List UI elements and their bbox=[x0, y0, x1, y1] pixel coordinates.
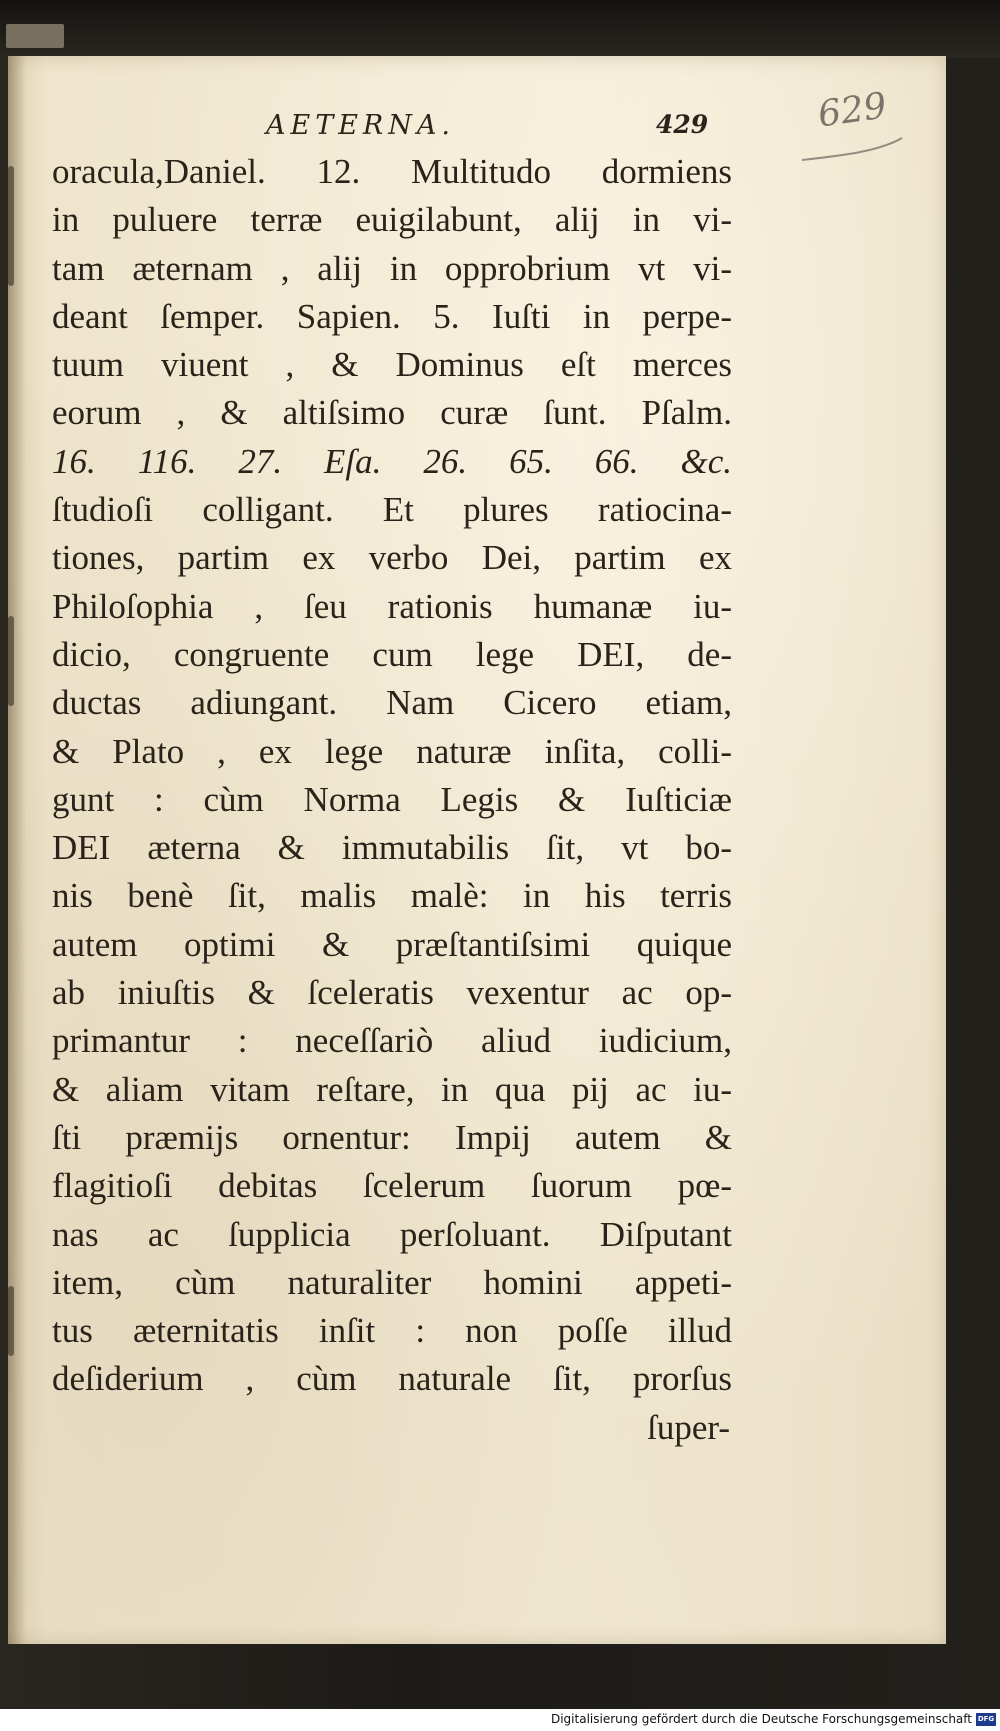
text-line: ab iniuſtis & ſceleratis vexentur ac op- bbox=[52, 973, 732, 1013]
text-line: gunt : cùm Norma Legis & Iuſticiæ bbox=[52, 779, 732, 819]
gutter-shadow bbox=[8, 56, 26, 1644]
text-line: tiones, partim ex verbo Dei, partim ex bbox=[52, 538, 732, 578]
text-line: deant ſemper. Sapien. 5. Iuſti in perpe- bbox=[52, 296, 732, 336]
handwritten-folio-number: 629 bbox=[815, 85, 890, 136]
text-line: ſti præmijs ornentur: Impij autem & bbox=[52, 1117, 732, 1157]
page-number: 429 bbox=[656, 110, 709, 139]
left-edge-mark bbox=[8, 616, 14, 706]
text-line: ductas adiungant. Nam Cicero etiam, bbox=[52, 683, 732, 723]
text-line: DEI æterna & immutabilis ſit, vt bo- bbox=[52, 828, 732, 868]
text-line: autem optimi & præſtantiſsimi quique bbox=[52, 924, 732, 964]
running-title: AETERNA. bbox=[266, 110, 455, 141]
text-line: Philoſophia , ſeu rationis humanæ iu- bbox=[52, 586, 732, 626]
text-line: eorum , & altiſsimo curæ ſunt. Pſalm. bbox=[52, 393, 732, 433]
text-line: & Plato , ex lege naturæ inſita, colli- bbox=[52, 731, 732, 771]
text-line: oracula,Daniel. 12. Multitudo dormiens bbox=[52, 152, 732, 191]
text-line: ſtudioſi colligant. Et plures ratiocina- bbox=[52, 490, 732, 530]
text-line: primantur : neceſſariò aliud iudicium, bbox=[52, 1021, 732, 1061]
text-line: 16. 116. 27. Eſa. 26. 65. 66. &c. bbox=[52, 441, 732, 481]
funding-credit: Digitalisierung gefördert durch die Deutsche Forschungsgemeinschaft bbox=[550, 1712, 972, 1726]
scan-top-edge bbox=[0, 0, 1000, 58]
text-line: tus æternitatis inſit : non poſſe illud bbox=[52, 1311, 732, 1351]
text-line: dicio, congruente cum lege DEI, de- bbox=[52, 634, 732, 674]
text-line: nas ac ſupplicia perſoluant. Diſputant bbox=[52, 1214, 732, 1254]
pencil-flourish-icon bbox=[798, 134, 908, 164]
body-text bbox=[52, 148, 732, 1452]
text-line: in puluere terræ euigilabunt, alij in vi- bbox=[52, 200, 732, 240]
paper-scrap bbox=[6, 24, 64, 48]
text-line: deſiderium , cùm naturale ſit, prorſus bbox=[52, 1359, 732, 1399]
left-edge-mark bbox=[8, 1286, 14, 1356]
text-line: tuum viuent , & Dominus eſt merces bbox=[52, 345, 732, 385]
text-line: tam æternam , alij in opprobrium vt vi- bbox=[52, 248, 732, 288]
text-line: flagitioſi debitas ſcelerum ſuorum pœ- bbox=[52, 1166, 732, 1206]
text-line: nis benè ſit, malis malè: in his terris bbox=[52, 876, 732, 916]
left-edge-mark bbox=[8, 166, 14, 286]
text-line: item, cùm naturaliter homini appeti- bbox=[52, 1262, 732, 1302]
dfg-logo-icon: DFG bbox=[976, 1713, 996, 1726]
text-line: & aliam vitam reſtare, in qua pij ac iu- bbox=[52, 1069, 732, 1109]
catchword: ſuper- bbox=[647, 1407, 730, 1447]
book-page bbox=[8, 56, 946, 1644]
digitization-footer bbox=[0, 1709, 1000, 1731]
